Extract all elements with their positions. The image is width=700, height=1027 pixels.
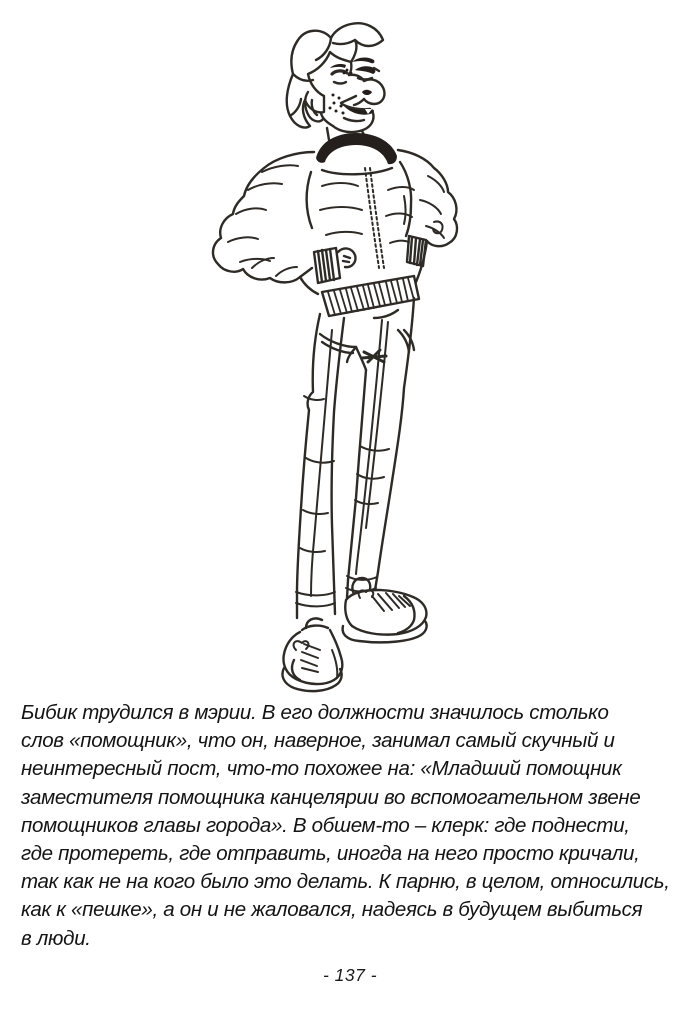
- text-line: Бибик трудился в мэрии. В его должности значилось столько: [21, 701, 609, 724]
- text-line: как к «пешке», а он и не жаловался, надеясь в будущем выбиться: [21, 898, 643, 922]
- pants: [296, 298, 414, 618]
- text-line: где протереть, где отправить, иногда на него просто кричали,: [21, 842, 640, 866]
- text-line: слов «помощник», что он, наверное, занимал самый скучный и: [21, 729, 615, 753]
- zipper: [365, 168, 384, 268]
- text-line: заместителя помощника канцелярии во вспомогательном звене: [21, 785, 641, 809]
- text-line: неинтересный пост, что-то похожее на: «Младший помощник: [21, 757, 622, 781]
- jacket: [213, 150, 457, 316]
- right-shoe: [343, 578, 427, 642]
- nostril: [362, 90, 372, 95]
- waistband: [322, 276, 419, 316]
- text-line: помощников главы города». В обшем-то – клерк: где поднести,: [21, 813, 630, 837]
- text-line: в люди.: [21, 926, 91, 950]
- paragraph: [21, 699, 686, 953]
- page-number: - 137 -: [322, 965, 378, 985]
- text-line: так как не на кого было это делать. К парню, в целом, относились,: [21, 870, 670, 894]
- left-shoe: [282, 618, 342, 691]
